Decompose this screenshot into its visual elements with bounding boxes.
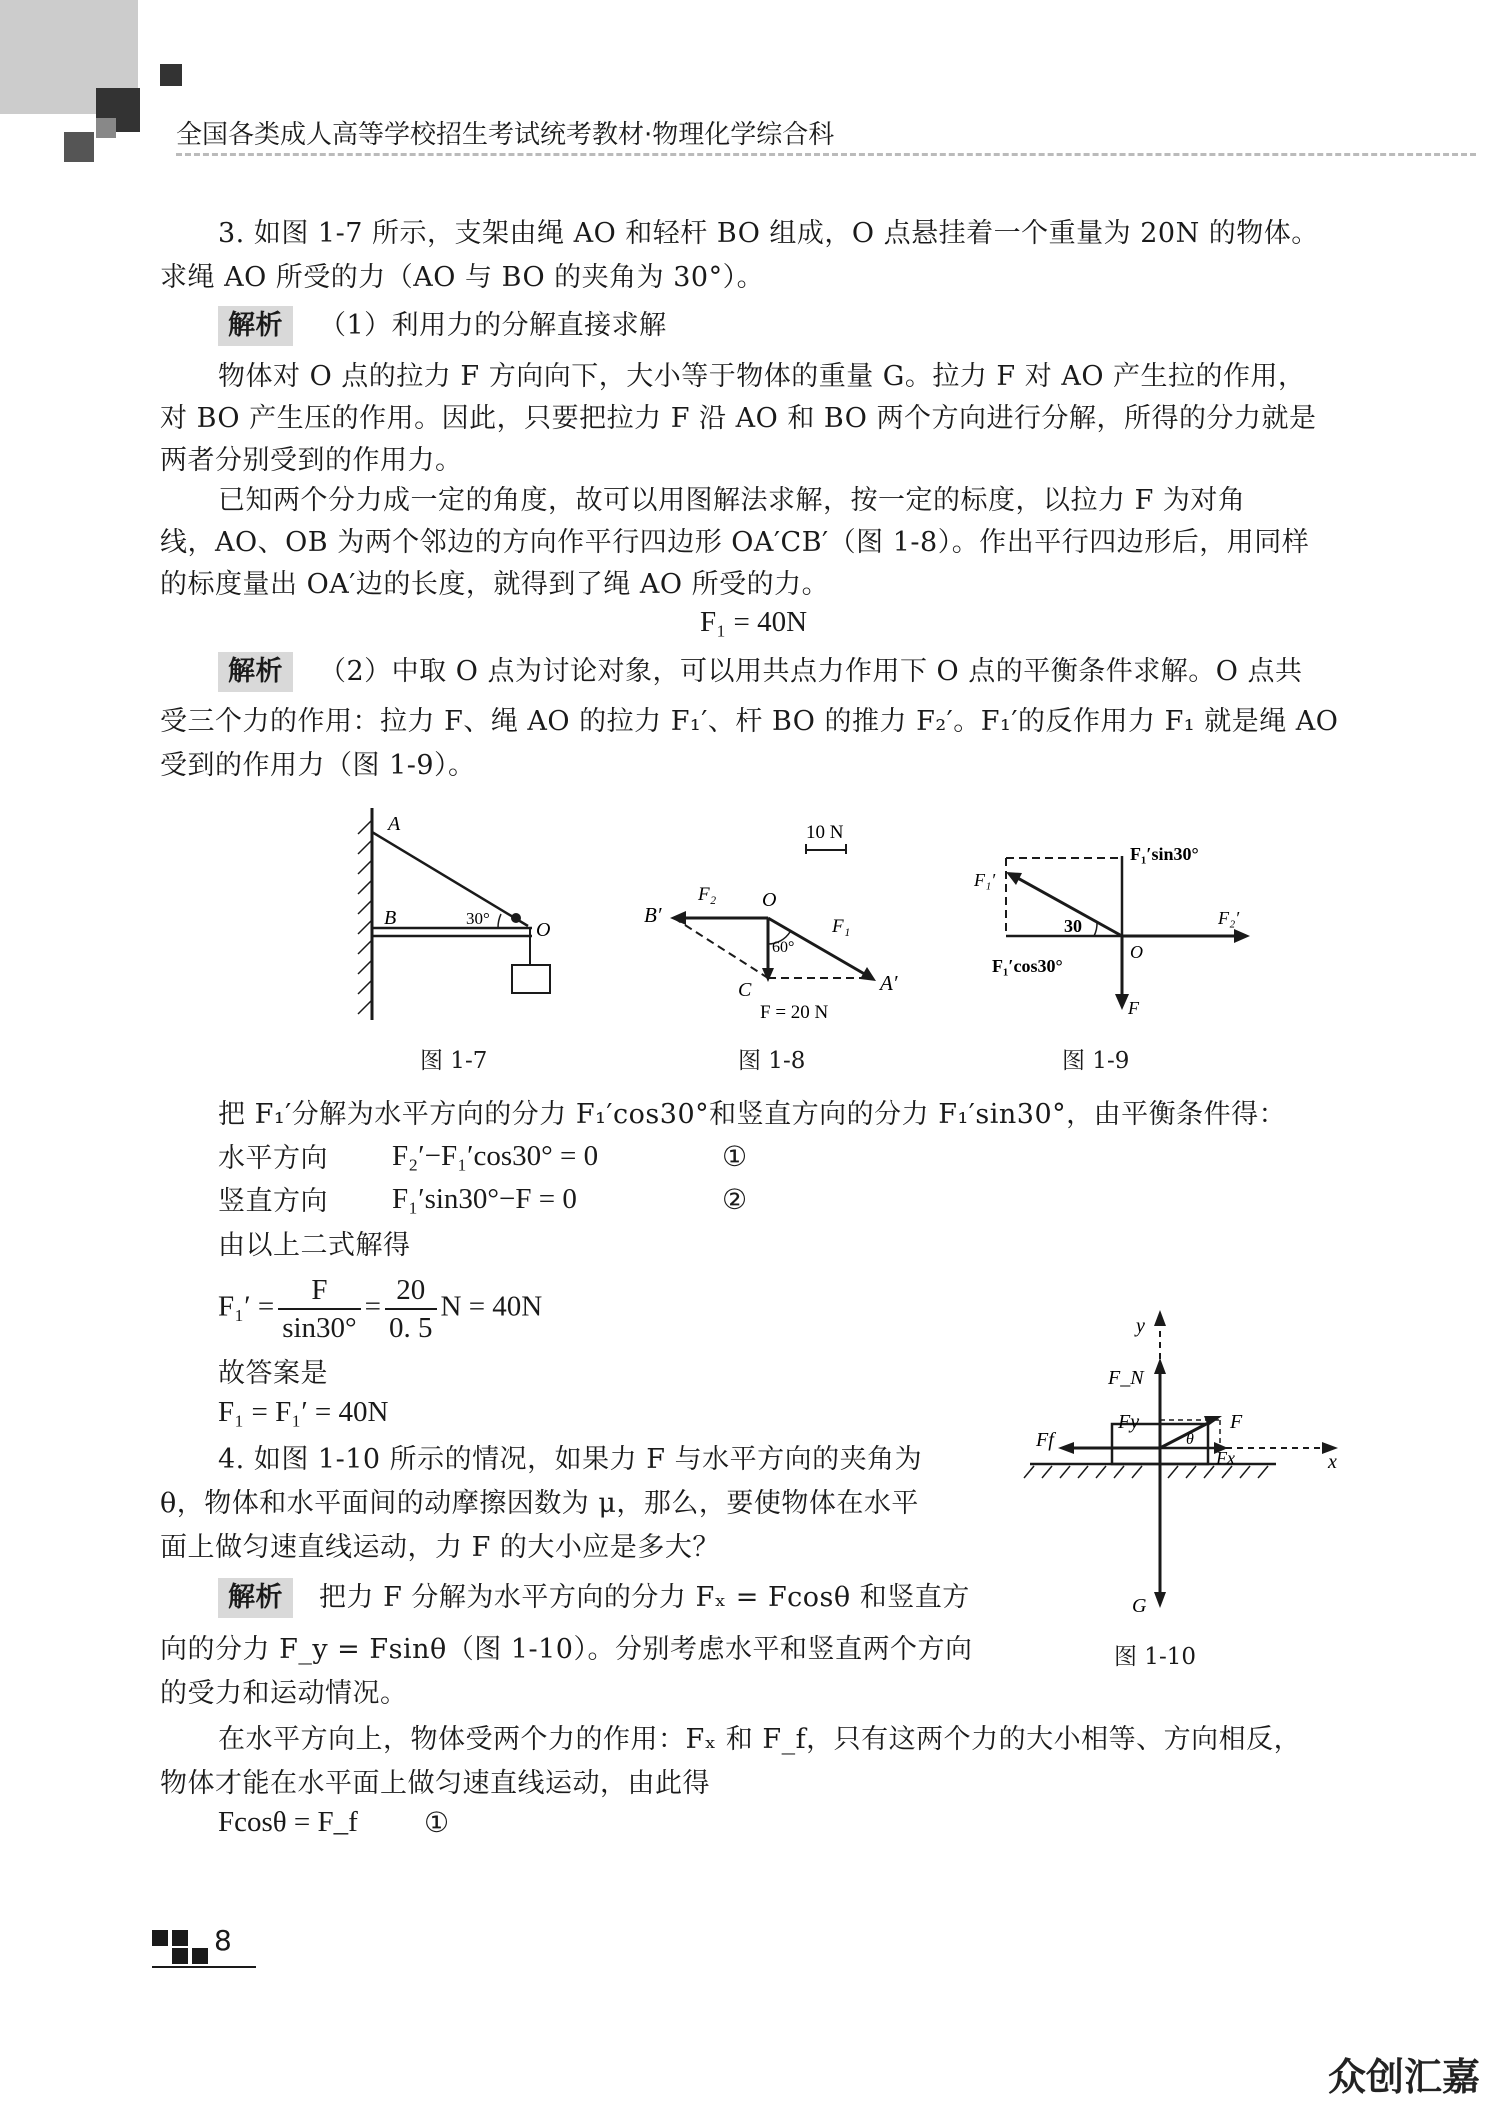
h-number: ① bbox=[722, 1140, 748, 1173]
label-F1cos: F₁′cos30° bbox=[992, 956, 1063, 976]
frac-rhs: N = 40N bbox=[440, 1290, 543, 1323]
caption-1-7: 图 1-7 bbox=[420, 1048, 488, 1074]
caption-1-10: 图 1-10 bbox=[1114, 1644, 1196, 1670]
method2-line: 受三个力的作用：拉力 F、绳 AO 的拉力 F₁′、杆 BO 的推力 F₂′。F₁′的反作用力 F₁ 就是绳 AO bbox=[160, 706, 1339, 737]
v-equation: F₁′sin30°−F = 0 bbox=[392, 1183, 577, 1215]
analysis-badge: 解析 bbox=[218, 306, 293, 346]
result1: F₁ = 40N bbox=[700, 606, 808, 638]
q4-analysis bbox=[218, 1576, 970, 1620]
frac1-num: F bbox=[278, 1272, 360, 1310]
q4-equation-number: ① bbox=[424, 1806, 450, 1839]
para2-line: 已知两个分力成一定的角度，故可以用图解法求解，按一定的标度，以拉力 F 为对角 bbox=[218, 485, 1246, 516]
q4-equation: Fcosθ = F_f bbox=[218, 1806, 358, 1838]
q4-line: θ，物体和水平面间的动摩擦因数为 μ，那么，要使物体在水平 bbox=[160, 1488, 919, 1519]
para2-line: 的标度量出 OA′边的长度，就得到了绳 AO 所受的力。 bbox=[160, 569, 830, 600]
analysis-badge: 解析 bbox=[218, 652, 293, 692]
label-F: F bbox=[1128, 998, 1139, 1018]
footer-square bbox=[172, 1948, 188, 1964]
label-y: y bbox=[1136, 1315, 1145, 1337]
q4-ana-line: 向的分力 F_y = Fsinθ（图 1-10）。分别考虑水平和竖直两个方向 bbox=[160, 1634, 973, 1665]
figure-1-7 bbox=[350, 800, 600, 1030]
q3-line2: 求绳 AO 所受的力（AO 与 BO 的夹角为 30°）。 bbox=[160, 262, 765, 293]
h-label: 水平方向 bbox=[218, 1143, 328, 1174]
q4-ana-line: 把力 F 分解为水平方向的分力 Fₓ = Fcosθ 和竖直方 bbox=[319, 1582, 970, 1613]
fraction-equation: F₁′ = $\frac{F}{\sin 30^\circ}$ = $\frac{20}{0. 5}$ N = 40N bbox=[218, 1274, 543, 1344]
q3-line1: 3. 如图 1-7 所示，支架由绳 AO 和轻杆 BO 组成，O 点悬挂着一个重量为 20N 的物体。 bbox=[218, 218, 1319, 249]
scale-label: 10 N bbox=[806, 822, 844, 843]
label-FN: F_N bbox=[1108, 1367, 1144, 1389]
v-label: 竖直方向 bbox=[218, 1186, 328, 1217]
label-angle: 30° bbox=[466, 909, 490, 928]
v-number: ② bbox=[722, 1183, 748, 1216]
q4-line: 面上做匀速直线运动，力 F 的大小应是多大？ bbox=[160, 1532, 720, 1563]
label-A-prime: A′ bbox=[880, 971, 898, 995]
h-equation: F₂′−F₁′cos30° = 0 bbox=[392, 1140, 599, 1172]
header-square bbox=[64, 132, 94, 162]
label-F20: F = 20 N bbox=[760, 1002, 829, 1023]
watermark: 众创汇嘉 bbox=[1328, 2055, 1481, 2099]
label-x: x bbox=[1328, 1451, 1337, 1473]
header-rule bbox=[176, 153, 1476, 156]
q4-ana-line: 的受力和运动情况。 bbox=[160, 1678, 408, 1709]
frac-lhs: F₁′ = bbox=[218, 1290, 275, 1323]
footer-rule bbox=[152, 1966, 256, 1968]
label-B-prime: B′ bbox=[644, 903, 662, 927]
header-square bbox=[96, 118, 116, 138]
label-A: A bbox=[388, 813, 401, 835]
q4-para-line: 物体才能在水平面上做匀速直线运动，由此得 bbox=[160, 1768, 710, 1799]
footer-square bbox=[172, 1930, 188, 1946]
label-F: F bbox=[1230, 1411, 1243, 1433]
para1-line: 物体对 O 点的拉力 F 方向向下，大小等于物体的重量 G。拉力 F 对 AO 产生拉的作用， bbox=[218, 361, 1306, 392]
label-30: 30 bbox=[1064, 916, 1082, 936]
answer: F₁ = F₁′ = 40N bbox=[218, 1396, 389, 1428]
label-F1prime: F₁′ bbox=[974, 870, 996, 890]
label-C: C bbox=[738, 979, 752, 1001]
caption-1-8: 图 1-8 bbox=[738, 1048, 806, 1074]
caption-1-9: 图 1-9 bbox=[1062, 1048, 1130, 1074]
figure-1-8 bbox=[630, 820, 930, 1030]
label-O: O bbox=[762, 889, 777, 911]
para1-line: 两者分别受到的作用力。 bbox=[160, 445, 463, 476]
frac1-den: sin30° bbox=[282, 1312, 357, 1344]
label-F2: F₂ bbox=[698, 884, 717, 905]
label-B: B bbox=[384, 907, 397, 929]
q3-analysis-2 bbox=[218, 650, 1303, 694]
solve-line: 由以上二式解得 bbox=[218, 1230, 411, 1261]
method2-line: （2）中取 O 点为讨论对象，可以用共点力作用下 O 点的平衡条件求解。O 点共 bbox=[319, 656, 1303, 687]
method1-title: （1）利用力的分解直接求解 bbox=[319, 310, 667, 341]
label-60: 60° bbox=[772, 939, 795, 956]
page-number: 8 bbox=[214, 1924, 232, 1957]
label-F1sin: F₁′sin30° bbox=[1130, 844, 1199, 864]
header-square bbox=[160, 64, 182, 86]
analysis-badge: 解析 bbox=[218, 1578, 293, 1618]
label-G: G bbox=[1132, 1595, 1147, 1617]
answer-label: 故答案是 bbox=[218, 1358, 328, 1389]
q4-para-line: 在水平方向上，物体受两个力的作用：Fₓ 和 F_f，只有这两个力的大小相等、方向相反， bbox=[218, 1724, 1302, 1755]
label-Fy: Fy bbox=[1118, 1411, 1140, 1433]
para1-line: 对 BO 产生压的作用。因此，只要把拉力 F 沿 AO 和 BO 两个方向进行分解，所得的分力就是 bbox=[160, 403, 1317, 434]
figure-1-10 bbox=[1020, 1300, 1350, 1630]
frac2-num: 20 bbox=[385, 1272, 437, 1310]
method2-line: 受到的作用力（图 1-9）。 bbox=[160, 750, 476, 781]
header-title: 全国各类成人高等学校招生考试统考教材·物理化学综合科 bbox=[176, 120, 835, 150]
label-Ff: Ff bbox=[1036, 1429, 1054, 1451]
label-O: O bbox=[1130, 942, 1143, 962]
label-Fx: Fx bbox=[1216, 1448, 1235, 1468]
label-F2prime: F₂′ bbox=[1218, 908, 1240, 928]
q3-analysis-1 bbox=[218, 304, 667, 348]
q4-line: 4. 如图 1-10 所示的情况，如果力 F 与水平方向的夹角为 bbox=[218, 1444, 923, 1475]
footer-square bbox=[152, 1930, 168, 1946]
label-O: O bbox=[536, 919, 551, 941]
frac2-den: 0. 5 bbox=[389, 1312, 433, 1344]
footer-square bbox=[192, 1948, 208, 1964]
para2-line: 线，AO、OB 为两个邻边的方向作平行四边形 OA′CB′（图 1-8）。作出平行四边形后，用同样 bbox=[160, 527, 1310, 558]
decomp-line: 把 F₁′分解为水平方向的分力 F₁′cos30°和竖直方向的分力 F₁′sin30°，由平衡条件得： bbox=[218, 1099, 1287, 1130]
figure-1-9 bbox=[960, 836, 1260, 1026]
label-theta: θ bbox=[1186, 1431, 1194, 1448]
label-F1: F₁ bbox=[832, 916, 851, 937]
